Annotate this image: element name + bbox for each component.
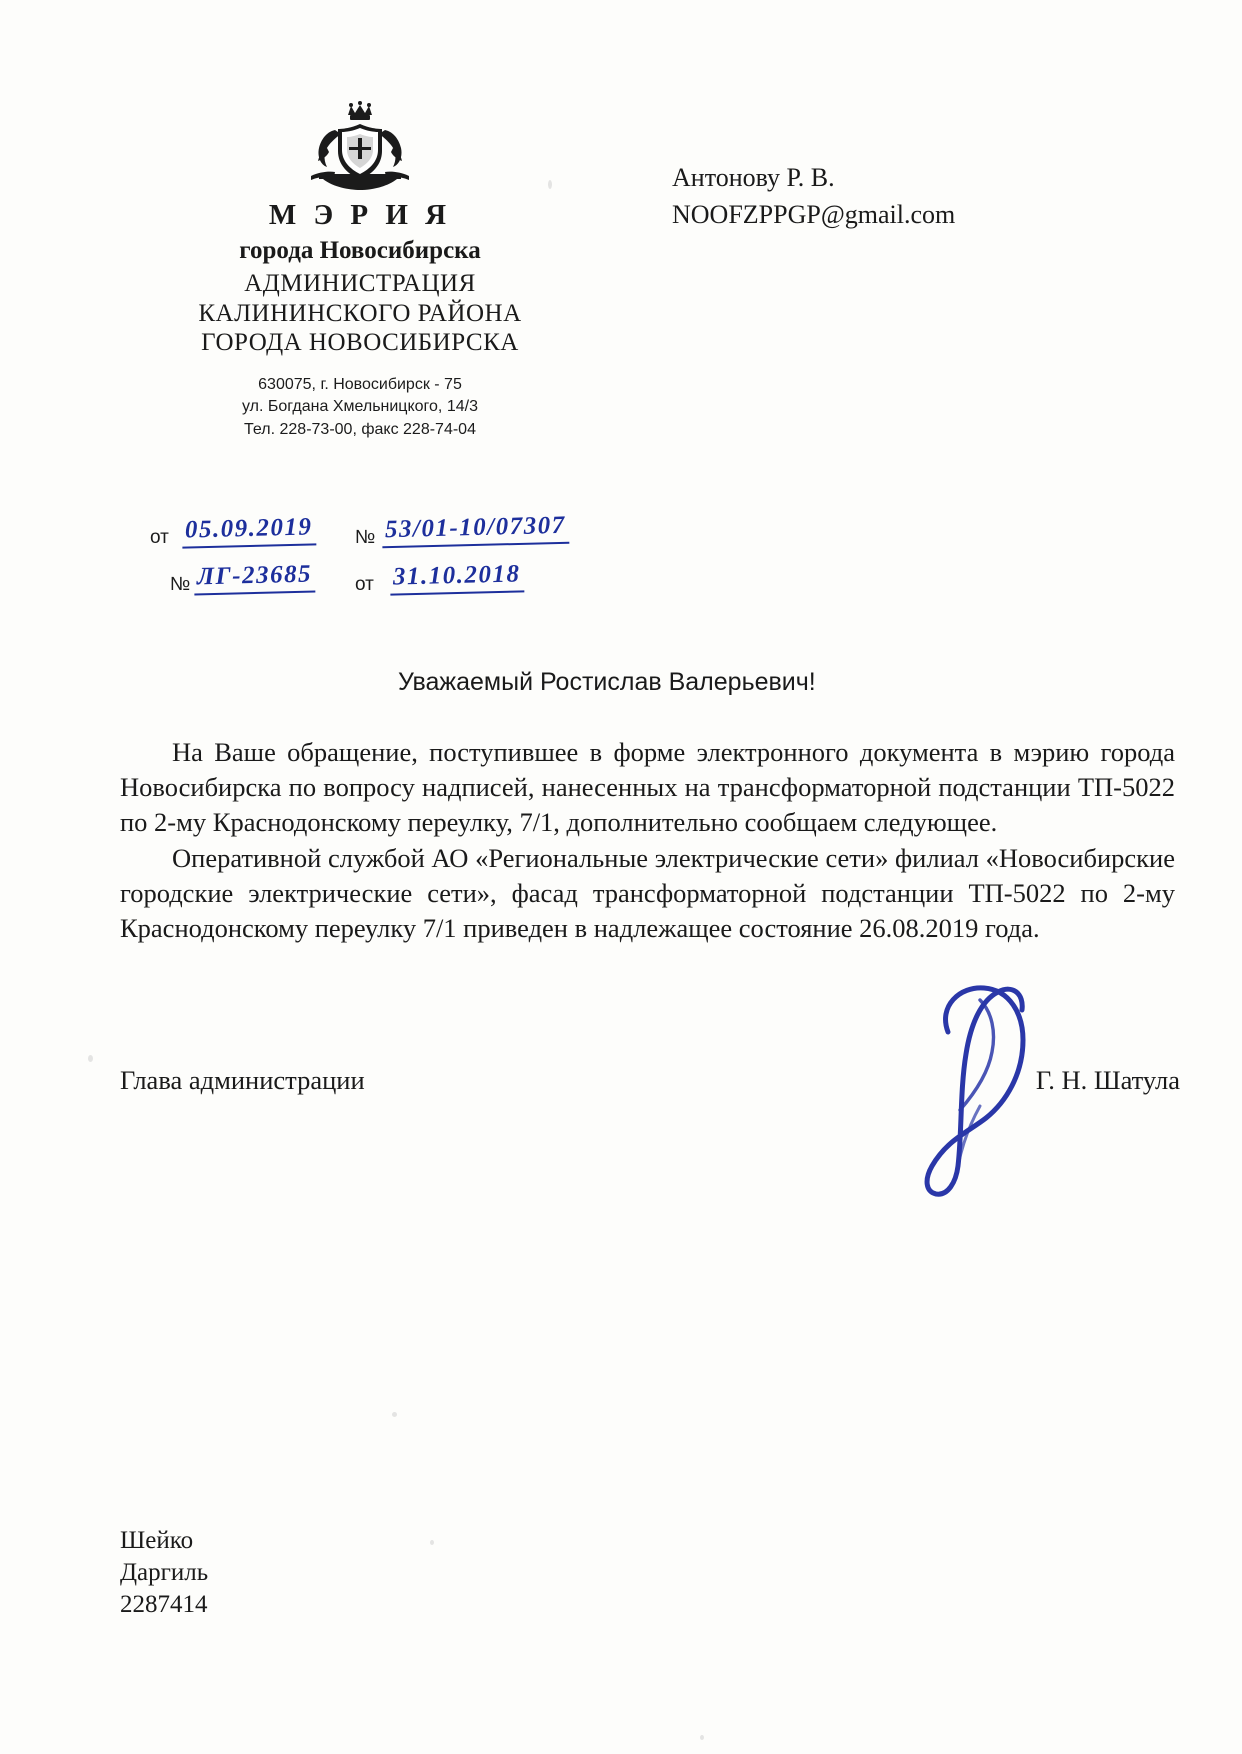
reference-block bbox=[150, 511, 670, 609]
org-city: города Новосибирска bbox=[239, 237, 481, 264]
executor-line-2: Даргиль bbox=[120, 1558, 209, 1586]
executor-phone: 2287414 bbox=[120, 1590, 208, 1618]
outgoing-number-label: № bbox=[355, 527, 376, 548]
outgoing-reference-row bbox=[150, 511, 670, 562]
scan-speck bbox=[88, 1055, 93, 1062]
incoming-date-label: от bbox=[355, 574, 374, 595]
signatory-position: Глава администрации bbox=[120, 1065, 365, 1095]
outgoing-date-label: от bbox=[150, 527, 169, 548]
executor-block bbox=[120, 1525, 208, 1620]
phone-line: Тел. 228-73-00, факс 228-74-04 bbox=[244, 420, 476, 438]
letter-body bbox=[120, 735, 1175, 946]
addressee-name: Антонову Р. В. bbox=[672, 163, 835, 192]
body-paragraph: На Ваше обращение, поступившее в форме электронного документа в мэрию города Новосибирска по вопросу надписей, нанесенных на трансформаторной подстанции ТП-5022 по 2-му Краснодонскому переулку, 7/1, дополнительно сообщаем следующее. bbox=[120, 737, 1175, 838]
addressee-email: NOOFZPPGP@gmail.com bbox=[672, 199, 956, 229]
org-line-3: ГОРОДА НОВОСИБИРСКА bbox=[201, 329, 519, 356]
incoming-number-value: ЛГ-23685 bbox=[194, 561, 316, 596]
scan-speck bbox=[392, 1412, 397, 1417]
org-title: М Э Р И Я bbox=[268, 199, 452, 231]
incoming-number-label: № bbox=[170, 574, 191, 595]
address-line-2: ул. Богдана Хмельницкого, 14/3 bbox=[242, 398, 478, 416]
novosibirsk-coat-of-arms-icon bbox=[305, 100, 415, 195]
scan-speck bbox=[700, 1735, 704, 1740]
address-line-1: 630075, г. Новосибирск - 75 bbox=[258, 375, 462, 393]
scan-speck bbox=[430, 1540, 434, 1545]
incoming-date-value: 31.10.2018 bbox=[390, 560, 524, 595]
letterhead bbox=[120, 100, 600, 442]
body-paragraph: Оперативной службой АО «Региональные электрические сети» филиал «Новосибирские городские электрические сети», фасад трансформаторной подстанции ТП-5022 по 2-му Краснодонскому переулку 7/1 приведен в надлежащее состояние 26.08.2019 года. bbox=[120, 842, 1175, 944]
org-line-1: АДМИНИСТРАЦИЯ bbox=[244, 270, 476, 297]
org-line-2: КАЛИНИНСКОГО РАЙОНА bbox=[198, 299, 522, 327]
executor-line-1: Шейко bbox=[120, 1527, 194, 1554]
outgoing-date-value: 05.09.2019 bbox=[182, 513, 316, 548]
outgoing-number-value: 53/01-10/07307 bbox=[382, 512, 569, 549]
salutation: Уважаемый Ростислав Валерьевич! bbox=[398, 668, 816, 696]
addressee-block bbox=[672, 160, 955, 234]
signatory-name: Г. Н. Шатула bbox=[1035, 1065, 1180, 1095]
contacts-block bbox=[120, 374, 600, 442]
incoming-reference-row bbox=[150, 562, 670, 609]
